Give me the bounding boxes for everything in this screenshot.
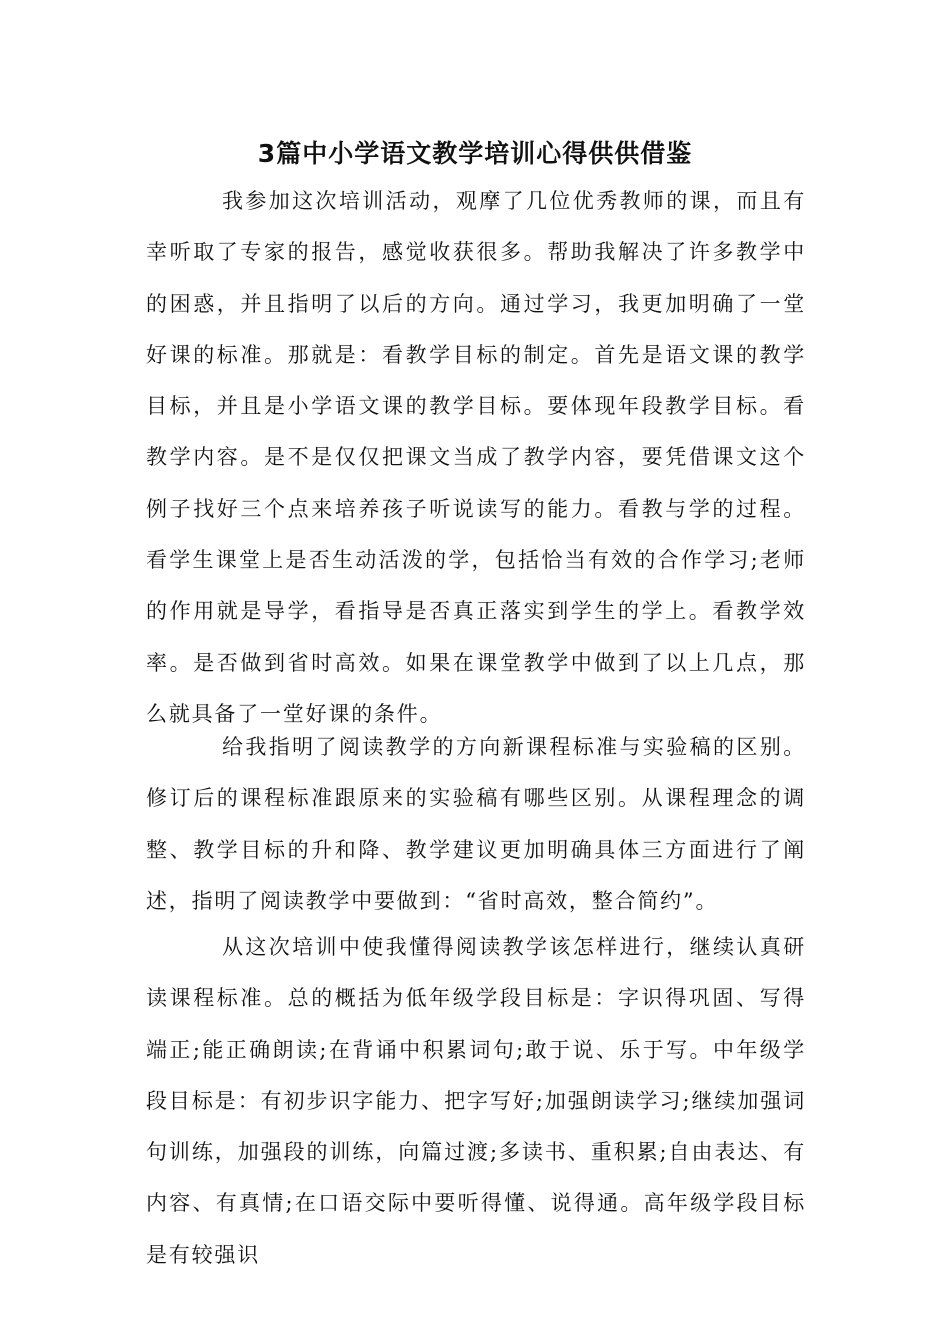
- paragraph-2: 给我指明了阅读教学的方向新课程标准与实验稿的区别。修订后的课程标准跟原来的实验稿有哪些区别。从课程理念的调整、教学目标的升和降、教学建议更加明确具体三方面进行了阐述，指明了阅读教学中要做到：“省时高效，整合简约”。: [146, 735, 806, 913]
- paragraph-3: 从这次培训中使我懂得阅读教学该怎样进行，继续认真研读课程标准。总的概括为低年级学段目标是：字识得巩固、写得端正;能正确朗读;在背诵中积累词句;敢于说、乐于写。中年级学段目标是：有初步识字能力、把字写好;加强朗读学习;继续加强词句训练，加强段的训练，向篇过渡;多读书、重积累;自由表达、有内容、有真情;在口语交际中要听得懂、说得通。高年级学段目标是有较强识: [146, 935, 806, 1267]
- document-title: 3篇中小学语文教学培训心得供供借鉴: [257, 139, 693, 168]
- paragraph-1: 我参加这次培训活动，观摩了几位优秀教师的课，而且有幸听取了专家的报告，感觉收获很多。帮助我解决了许多教学中的困惑，并且指明了以后的方向。通过学习，我更加明确了一堂好课的标准。那就是：看教学目标的制定。首先是语文课的教学目标，并且是小学语文课的教学目标。要体现年段教学目标。看教学内容。是不是仅仅把课文当成了教学内容，要凭借课文这个例子找好三个点来培养孩子听说读写的能力。看教与学的过程。看学生课堂上是否生动活泼的学，包括恰当有效的合作学习;老师的作用就是导学，看指导是否真正落实到学生的学上。看教学效率。是否做到省时高效。如果在课堂教学中做到了以上几点，那么就具备了一堂好课的条件。: [146, 189, 806, 726]
